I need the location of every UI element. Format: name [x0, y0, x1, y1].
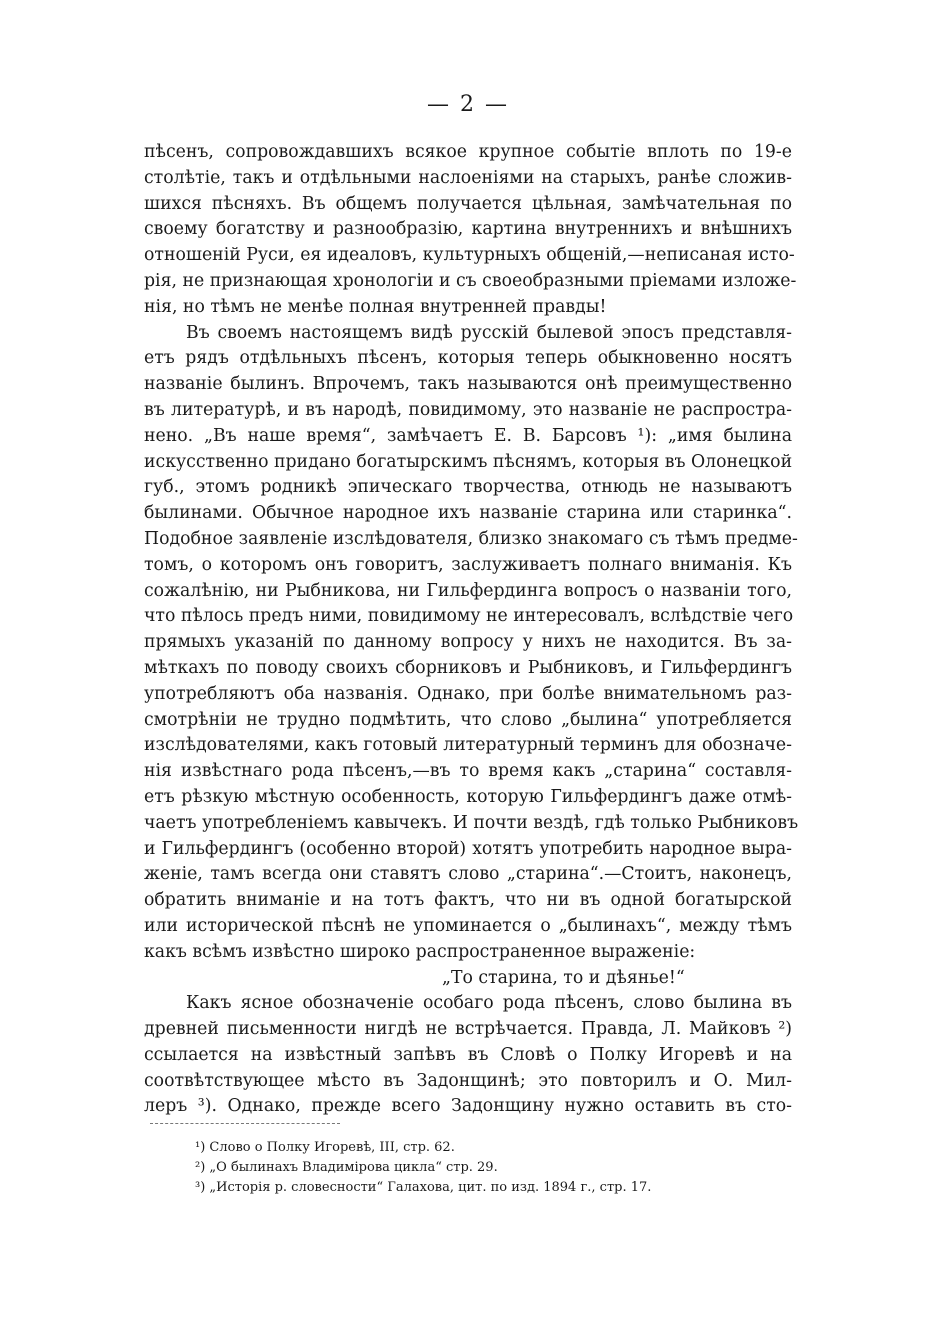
- footnote-divider: [150, 1123, 340, 1124]
- text-line: леръ ³). Однако, прежде всего Задонщину нужно оставить въ сто-: [144, 1096, 792, 1117]
- text-line: своему богатству и разнообразію, картина внутреннихъ и внѣшнихъ: [144, 219, 792, 240]
- text-line: названіе былинъ. Впрочемъ, такъ называются онѣ преимущественно: [144, 374, 792, 395]
- text-line: отношеній Руси, ея идеаловъ, культурныхъ общеній,—неписаная исто-: [144, 245, 795, 266]
- text-line: Въ своемъ настоящемъ видѣ русскій былевой эпосъ представля-: [186, 322, 792, 343]
- text-line: употребляютъ оба названія. Однако, при болѣе внимательномъ раз-: [144, 683, 792, 704]
- text-line: чаетъ употребленіемъ кавычекъ. И почти вездѣ, гдѣ только Рыбниковъ: [144, 812, 799, 833]
- footnotes: [195, 1138, 755, 1198]
- text-line: древней письменности нигдѣ не встрѣчается. Правда, Л. Майковъ ²): [144, 1019, 792, 1040]
- text-line: мѣткахъ по поводу своихъ сборниковъ и Рыбниковъ, и Гильфердингъ: [144, 657, 792, 678]
- footnote: ¹) Слово о Полку Игоревѣ, III, стр. 62.: [195, 1140, 455, 1155]
- text-line: пѣсенъ, сопровождавшихъ всякое крупное событіе вплоть по 19-е: [144, 142, 792, 162]
- text-line: етъ рядъ отдѣльныхъ пѣсенъ, которыя теперь обыкновенно носятъ: [144, 348, 792, 369]
- footnote: ²) „О былинахъ Владимірова цикла“ стр. 29.: [195, 1160, 498, 1175]
- text-line: изслѣдователями, какъ готовый литературный терминъ для обозначе-: [144, 735, 792, 756]
- text-line: или исторической пѣснѣ не упоминается о „былинахъ“, между тѣмъ: [144, 915, 792, 936]
- text-line: ссылается на извѣстный запѣвъ въ Словѣ о Полку Игоревѣ и на: [144, 1044, 792, 1065]
- footnote: ³) „Исторія р. словесности“ Галахова, цит. по изд. 1894 г., стр. 17.: [195, 1180, 652, 1195]
- text-line: смотрѣніи не трудно подмѣтить, что слово „былина“ употребляется: [144, 709, 792, 730]
- text-line: нія, но тѣмъ не менѣе полная внутренней правды!: [144, 296, 607, 317]
- text-line: прямыхъ указаній по данному вопросу у нихъ не находится. Въ за-: [144, 632, 792, 653]
- text-line: рія, не признающая хронологіи и съ своеобразными пріемами изложе-: [144, 270, 797, 291]
- text-line: какъ всѣмъ извѣстно широко распространенное выраженіе:: [144, 941, 696, 962]
- text-line: Какъ ясное обозначеніе особаго рода пѣсенъ, слово былина въ: [186, 993, 792, 1014]
- text-line: соотвѣтствующее мѣсто въ Задонщинѣ; это повторилъ и О. Мил-: [144, 1070, 792, 1091]
- text-line: сожалѣнію, ни Рыбникова, ни Гильфердинга вопросъ о названіи того,: [144, 580, 792, 601]
- text-line: въ литературѣ, и въ народѣ, повидимому, это названіе не распростра-: [144, 399, 792, 420]
- page-number: — 2 —: [427, 92, 509, 117]
- body-text: [144, 140, 799, 1120]
- text-line: женіе, тамъ всегда они ставятъ слово „старина“.—Стоитъ, наконецъ,: [144, 864, 792, 885]
- text-line: столѣтіе, такъ и отдѣльными наслоеніями на старыхъ, ранѣе сложив-: [144, 167, 792, 188]
- text-line: былинами. Обычное народное ихъ названіе старина или старинка“.: [144, 503, 792, 524]
- text-line: что пѣлось предъ ними, повидимому не интересовалъ, вслѣдствіе чего: [144, 606, 794, 627]
- text-line: Подобное заявленіе изслѣдователя, близко знакомаго съ тѣмъ предме-: [144, 528, 798, 549]
- text-line: томъ, о которомъ онъ говоритъ, заслуживаетъ полнаго вниманія. Къ: [144, 554, 792, 575]
- text-line: нія извѣстнаго рода пѣсенъ,—въ то время какъ „старина“ составля-: [144, 761, 792, 782]
- text-line: и Гильфердингъ (особенно второй) хотятъ употребить народное выра-: [144, 838, 792, 859]
- quotation-line: „То старина, то и дѣянье!“: [442, 967, 685, 988]
- text-line: искусственно придано богатырскимъ пѣснямъ, которыя въ Олонецкой: [144, 451, 793, 472]
- text-line: обратить вниманіе и на тотъ фактъ, что ни въ одной богатырской: [144, 890, 792, 911]
- text-line: шихся пѣсняхъ. Въ общемъ получается цѣльная, замѣчательная по: [144, 193, 792, 214]
- text-line: губ., этомъ родникѣ эпическаго творчества, отнюдь не называютъ: [144, 477, 792, 498]
- text-line: нено. „Въ наше время“, замѣчаетъ Е. В. Барсовъ ¹): „имя былина: [144, 425, 792, 446]
- text-line: етъ рѣзкую мѣстную особенность, которую Гильфердингъ даже отмѣ-: [144, 786, 792, 807]
